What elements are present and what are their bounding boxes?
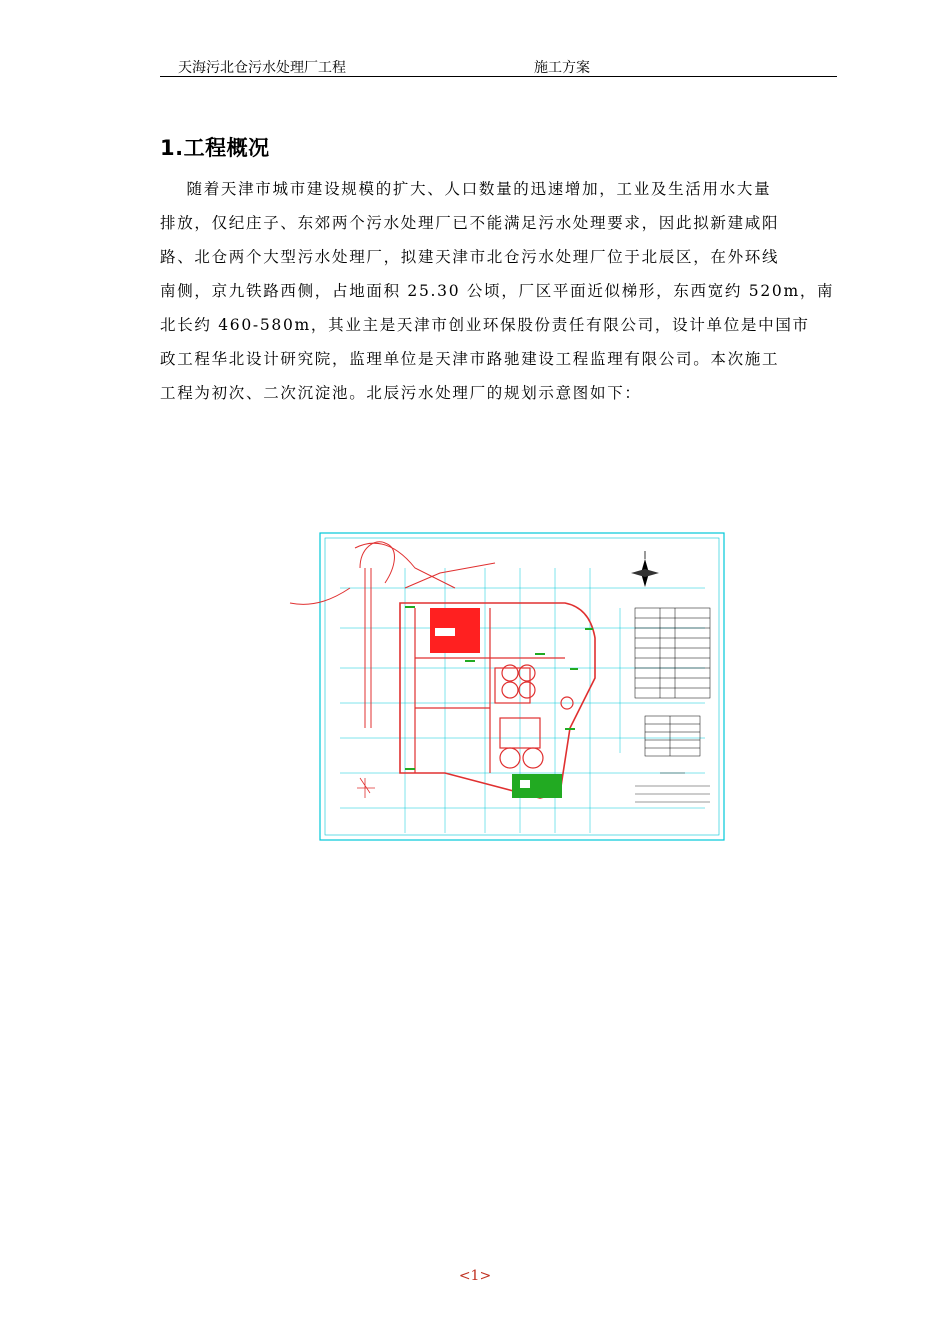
section-title: 1.工程概况 <box>160 136 270 160</box>
page-number: <1> <box>458 1268 492 1284</box>
paragraph-line: 排放，仅纪庄子、东郊两个污水处理厂已不能满足污水处理要求，因此拟新建咸阳 <box>160 214 780 232</box>
paragraph-line: 北长约 460-580m，其业主是天津市创业环保股份责任有限公司，设计单位是中国市 <box>160 316 810 334</box>
paragraph-line: 工程为初次、二次沉淀池。北辰污水处理厂的规划示意图如下： <box>160 384 642 402</box>
legend-table <box>635 608 710 698</box>
paragraph-line: 随着天津市城市建设规模的扩大、人口数量的迅速增加，工业及生活用水大量 <box>160 180 772 198</box>
paragraph-line: 南侧，京九铁路西侧，占地面积 25.30 公顷，厂区平面近似梯形，东西宽约 520m，南 <box>160 282 835 300</box>
summary-table <box>645 716 700 756</box>
section-paragraph <box>160 172 837 410</box>
site-plan-figure <box>265 528 730 860</box>
paragraph-line: 路、北仓两个大型污水处理厂，拟建天津市北仓污水处理厂位于北辰区，在外环线 <box>160 248 780 266</box>
clarifier-tanks <box>500 665 573 768</box>
site-boundary <box>400 603 595 798</box>
green-area <box>512 774 562 798</box>
header-project-name: 天海污北仓污水处理厂工程 <box>178 60 346 76</box>
page-header <box>160 56 837 77</box>
header-doc-type: 施工方案 <box>534 60 590 76</box>
paragraph-line: 政工程华北设计研究院，监理单位是天津市路驰建设工程监理有限公司。本次施工 <box>160 350 780 368</box>
north-arrow-icon <box>631 551 659 587</box>
